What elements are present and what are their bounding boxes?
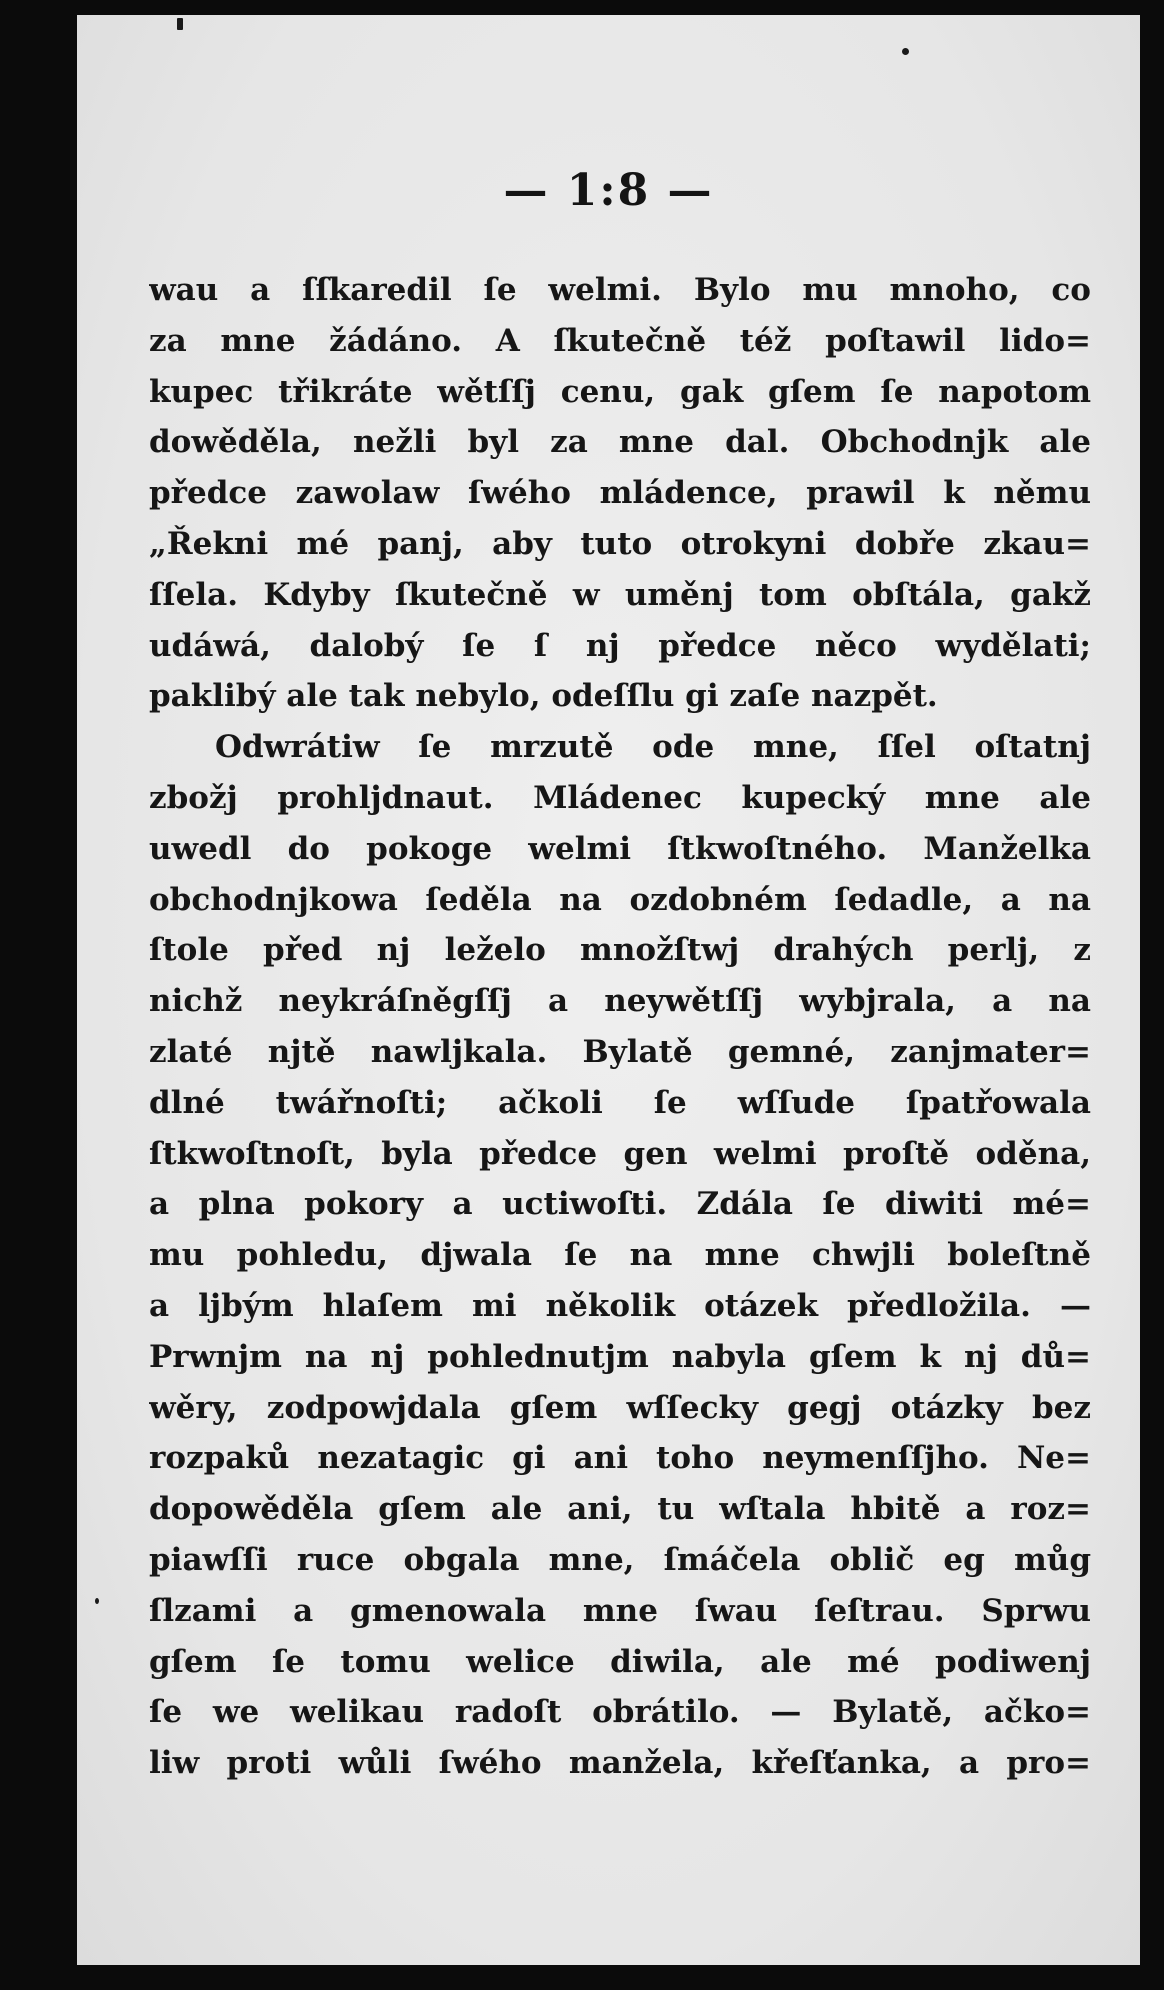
text-line: dlné twářnoſti; ačkoli ſe wſſude ſpatřowala bbox=[149, 1084, 1091, 1121]
ink-speck bbox=[95, 1598, 99, 1604]
text-line: kupec třikráte wětſſj cenu, gak gſem ſe napotom bbox=[149, 373, 1091, 410]
text-line: mu pohledu, djwala ſe na mne chwjli boleſtně bbox=[149, 1237, 1091, 1274]
text-line: wau a ſſkaredil ſe welmi. Bylo mu mnoho, co bbox=[149, 272, 1091, 308]
text-line: liw proti wůli ſwého manžela, křeſťanka, a pro= bbox=[149, 1745, 1091, 1782]
text-line: Prwnjm na nj pohlednutjm nabyla gſem k nj dů= bbox=[149, 1338, 1091, 1375]
text-line: gſem ſe tomu welice diwila, ale mé podiwenj bbox=[149, 1643, 1091, 1680]
text-line: uwedl do pokoge welmi ſtkwoſtného. Manželka bbox=[149, 830, 1091, 867]
text-line: udáwá, dalobý ſe ſ nj předce něco wydělati; bbox=[149, 627, 1091, 664]
text-line: ſtole před nj leželo množſtwj drahých perlj, z bbox=[149, 932, 1091, 969]
ink-speck bbox=[177, 18, 183, 30]
text-line: ſlzami a gmenowala mne ſwau ſeſtrau. Sprwu bbox=[149, 1592, 1091, 1629]
text-line: zlaté njtě nawljkala. Bylatě gemné, zanjmater= bbox=[149, 1033, 1091, 1070]
text-line: piawſſi ruce obgala mne, ſmáčela oblič eg můg bbox=[149, 1541, 1091, 1578]
page-number: — 1:8 — bbox=[503, 165, 714, 216]
text-line: rozpaků nezatagic gi ani toho neymenſſjho. Ne= bbox=[149, 1440, 1091, 1477]
text-line: za mne žádáno. A ſkutečně též poſtawil lido= bbox=[149, 322, 1091, 359]
text-line: dowěděla, nežli byl za mne dal. Obchodnjk ale bbox=[149, 424, 1091, 461]
body-text bbox=[149, 265, 1091, 1789]
text-line: a plna pokory a uctiwoſti. Zdála ſe diwiti mé= bbox=[149, 1186, 1091, 1223]
text-line: zbožj prohljdnaut. Mládenec kupecký mne ale bbox=[149, 779, 1091, 816]
text-line: předce zawolaw ſwého mládence, prawil k němu bbox=[149, 475, 1091, 512]
text-line: nichž neykráſněgſſj a neywětſſj wybjrala, a na bbox=[149, 983, 1091, 1020]
book-page bbox=[77, 15, 1140, 1965]
text-line: ſſela. Kdyby ſkutečně w uměnj tom obſtála, gakž bbox=[149, 576, 1091, 613]
text-line: paklibý ale tak nebylo, odeſſlu gi zaſe nazpět. bbox=[149, 678, 938, 715]
text-line: ſe we welikau radoſt obrátilo. — Bylatě, ačko= bbox=[149, 1694, 1091, 1731]
text-line: obchodnjkowa ſeděla na ozdobném ſedadle, a na bbox=[149, 881, 1091, 918]
text-line: dopowěděla gſem ale ani, tu wſtala hbitě a roz= bbox=[149, 1491, 1091, 1528]
text-line: ſtkwoſtnoſt, byla předce gen welmi proſtě oděna, bbox=[149, 1135, 1091, 1172]
text-line: wěry, zodpowjdala gſem wſſecky gegj otázky bez bbox=[149, 1389, 1091, 1426]
text-line: „Řekni mé panj, aby tuto otrokyni dobře zkau= bbox=[149, 525, 1091, 562]
text-line: Odwrátiw ſe mrzutě ode mne, ſſel oſtatnj bbox=[215, 729, 1091, 766]
text-line: a ljbým hlaſem mi několik otázek předložila. — bbox=[149, 1287, 1091, 1324]
ink-speck bbox=[902, 48, 909, 55]
